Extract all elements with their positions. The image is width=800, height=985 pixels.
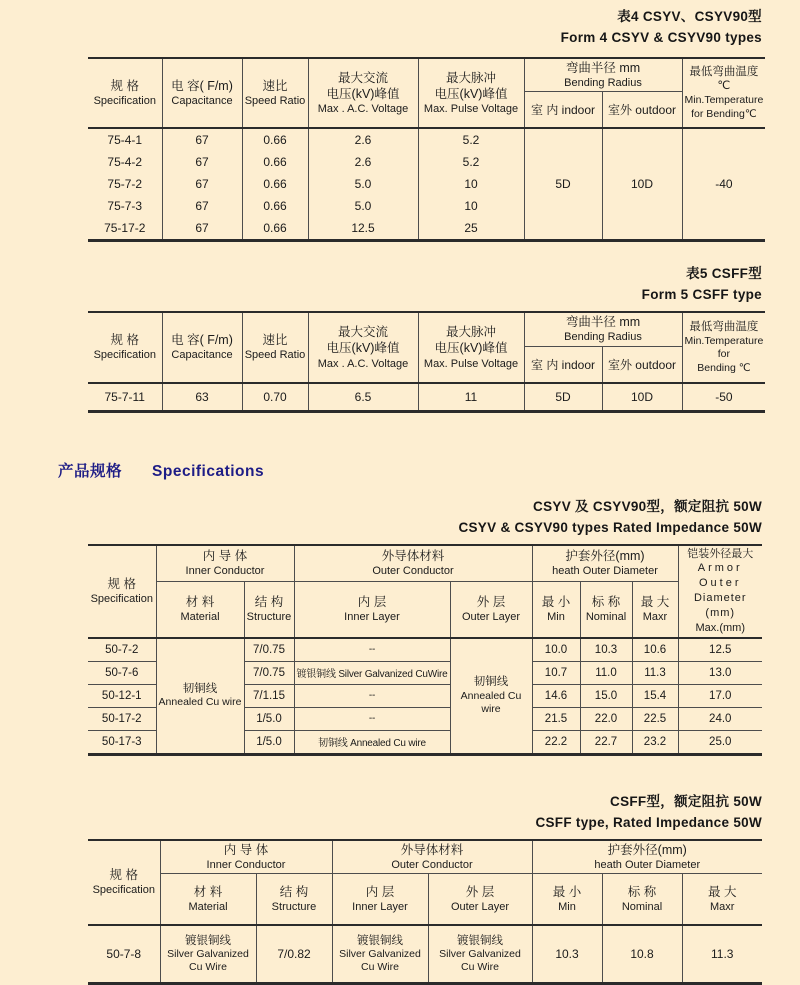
header-cell-bending-radius [524,58,682,92]
header-cell-min-temperature [682,58,765,129]
data-line: Annealed Cu wire [158,696,242,709]
data-cell: 22.2 [532,730,580,754]
data-cell: 75-4-2 [88,151,162,173]
data-cell: 10.8 [602,925,682,984]
header-line: 最大交流 [337,70,388,85]
data-cell: 5.0 [308,195,418,217]
data-cell: 7/0.75 [244,661,294,684]
csyv-spec-body [88,638,762,755]
data-cell: 10.7 [532,661,580,684]
data-cell: 25 [418,217,524,241]
data-cell: 67 [162,195,242,217]
data-cell: 24.0 [678,707,762,730]
header-cell-inner-conductor [156,545,294,582]
csff-spec-title [0,792,800,834]
header-line: 最 小 [541,595,571,610]
form5-body [88,383,765,412]
header-line: 电 容( F/m) [171,333,233,348]
header-line: 结 构 [254,595,284,610]
header-line: 最低弯曲温度 ℃ [689,65,759,93]
header-cell-inner-layer [332,874,428,926]
header-cell-max-pulse-voltage [418,58,524,129]
data-cell: 50-7-8 [88,925,160,984]
header-line: Max.(mm) [695,621,745,634]
data-cell: 7/0.75 [244,638,294,662]
header-cell-specification [88,58,162,129]
data-cell: 12.5 [308,217,418,241]
header-line: Nominal [621,901,663,914]
data-cell: 0.66 [242,151,308,173]
header-line: 外 层 [476,595,506,610]
data-cell: 75-7-3 [88,195,162,217]
header-line: Outer Layer [450,901,510,914]
form4-title-en: Form 4 CSYV & CSYV90 types [560,29,762,45]
header-cell-sheath-diameter [532,840,762,874]
header-cell-structure [244,582,294,638]
form5-title [0,264,800,306]
header-line: 外 层 [465,884,495,899]
header-line: 电压(kV)峰值 [326,86,400,101]
data-line: 韧铜线 [182,682,218,695]
data-cell-material-merged [156,638,244,755]
csff-spec-title-cn: CSFF型，额定阻抗 50W [610,793,762,809]
header-line: 规 格 [109,868,138,883]
data-cell: 50-7-6 [88,661,156,684]
data-cell: 75-7-11 [88,383,162,412]
header-cell-min-temperature [682,312,765,383]
header-line: Maxr [710,901,735,914]
header-line: Max . A.C. Voltage [317,103,409,116]
data-line: 韧铜线 [473,676,509,689]
header-line: 最大脉冲 [445,70,496,85]
data-line: Silver Galvanized [167,948,249,961]
header-cell-nominal [580,582,632,638]
header-line: 外导体材料 [400,842,464,857]
header-cell-specification [88,545,156,638]
data-line: 镀银铜线 [357,934,403,947]
header-line: 标 称 [627,884,657,899]
header-line: Specification [90,593,153,606]
data-cell: 5.0 [308,173,418,195]
data-cell: 10 [418,195,524,217]
header-cell-outer-conductor [294,545,532,582]
data-cell: 1/5.0 [244,730,294,754]
header-line: 材 料 [193,884,223,899]
csff-spec-body [88,925,762,984]
csyv-spec-table [88,544,762,756]
header-line: 内 层 [357,595,387,610]
header-line: Inner Conductor [206,858,286,871]
data-cell: 10D [602,383,682,412]
header-line: heath Outer Diameter [552,565,658,578]
header-cell-indoor: 室 内 indoor [524,92,602,129]
form4-header [88,58,765,129]
header-line: 弯曲半径 mm [565,315,641,330]
data-cell-temp-merged: -40 [682,128,765,241]
header-line: 结 构 [279,884,309,899]
header-line: Bending ℃ [697,361,751,374]
header-cell-capacitance [162,312,242,383]
header-line: Material [180,611,220,624]
header-line: Specification [93,95,156,108]
header-line: 内 层 [365,884,395,899]
data-cell: 50-17-3 [88,730,156,754]
csyv-spec-title-en: CSYV & CSYV90 types Rated Impedance 50W [458,519,762,535]
header-cell-specification [88,312,162,383]
data-cell: 12.5 [678,638,762,662]
data-cell-indoor-merged: 5D [524,128,602,241]
header-line: Speed Ratio [244,95,306,108]
data-cell: 50-7-2 [88,638,156,662]
data-cell: 67 [162,217,242,241]
header-line: 速比 [262,78,288,93]
header-line: 最大交流 [337,325,388,340]
form5-table [88,311,765,413]
header-cell-capacitance [162,58,242,129]
form4-table [88,57,765,243]
section-heading-cn: 产品规格 [58,462,123,480]
csyv-spec-title [0,497,800,539]
header-line: Structure [246,611,292,624]
data-cell: 10.6 [632,638,678,662]
header-line: Structure [271,901,317,914]
data-cell: 5D [524,383,602,412]
header-cell-outdoor: 室外 outdoor [602,346,682,383]
header-line: 内 导 体 [202,549,248,564]
data-cell: 11 [418,383,524,412]
csyv-spec-header [88,545,762,638]
form4-title-cn: 表4 CSYV、CSYV90型 [617,9,762,24]
data-cell: -50 [682,383,765,412]
data-cell: 75-7-2 [88,173,162,195]
data-cell: 7/1.15 [244,684,294,707]
data-cell: 22.5 [632,707,678,730]
data-cell: 67 [162,151,242,173]
data-line: Cu Wire [189,961,227,974]
header-line: 护套外径(mm) [607,842,687,857]
data-cell-outer-layer-merged [450,638,532,755]
data-cell: 7/0.82 [256,925,332,984]
header-line: Outer Layer [461,611,521,624]
data-cell: 11.3 [682,925,762,984]
header-line: Capacitance [171,95,233,108]
header-line: Outer Conductor [391,858,473,871]
header-cell-min [532,874,602,926]
table-row [88,383,765,412]
data-cell: 63 [162,383,242,412]
form5-title-cn: 表5 CSFF型 [686,266,762,282]
data-cell: 50-12-1 [88,684,156,707]
header-cell-outdoor: 室外 outdoor [602,92,682,129]
data-cell-outdoor-merged: 10D [602,128,682,241]
header-cell-nominal [602,874,682,926]
table-row [88,925,762,984]
data-line: 镀银铜线 [457,934,503,947]
header-line: 最 大 [640,595,670,610]
data-cell: 11.0 [580,661,632,684]
data-cell-inner-layer [332,925,428,984]
header-line: Bending Radius [564,331,642,344]
header-line: 铠装外径最大 [687,547,754,560]
data-cell: -- [294,638,450,662]
header-line: Maxr [642,611,668,624]
data-cell: 22.7 [580,730,632,754]
data-cell: 15.4 [632,684,678,707]
data-cell: 50-17-2 [88,707,156,730]
data-cell: 0.66 [242,173,308,195]
data-cell: 10.3 [580,638,632,662]
data-cell-outer-layer [428,925,532,984]
data-cell: 10.3 [532,925,602,984]
data-cell: 15.0 [580,684,632,707]
header-cell-max [632,582,678,638]
data-cell: 韧铜线 Annealed Cu wire [294,730,450,754]
table-row [88,128,765,151]
header-line: 内 导 体 [223,842,269,857]
header-cell-max [682,874,762,926]
header-cell-material [160,874,256,926]
data-cell: 75-4-1 [88,128,162,151]
header-line: Min [547,611,565,624]
header-line: 电压(kV)峰值 [434,341,508,356]
header-line: Speed Ratio [244,349,306,362]
header-line: Min.Temperature for [684,334,764,361]
data-cell: 0.66 [242,195,308,217]
header-line: 最大脉冲 [445,325,496,340]
header-line: Nominal [585,611,627,624]
header-line: Max . A.C. Voltage [317,357,409,370]
header-cell-speed-ratio [242,312,308,383]
data-line: Silver Galvanized [439,948,521,961]
data-cell-material [160,925,256,984]
data-cell: 2.6 [308,151,418,173]
data-line: Silver Galvanized [339,948,421,961]
header-line: Diameter (mm) [693,592,747,619]
data-cell: 1/5.0 [244,707,294,730]
csff-spec-header [88,840,762,926]
header-line: 电压(kV)峰值 [326,341,400,356]
header-line: heath Outer Diameter [594,858,701,871]
data-cell: 25.0 [678,730,762,754]
data-cell: -- [294,707,450,730]
header-line: Inner Conductor [185,565,265,578]
data-cell: 0.66 [242,128,308,151]
header-line: 规 格 [110,78,139,93]
header-line: 最 大 [708,884,737,899]
data-line: Cu Wire [361,961,399,974]
data-cell: 14.6 [532,684,580,707]
header-line: 外导体材料 [381,549,445,564]
data-line: Cu Wire [461,961,499,974]
header-cell-inner-layer [294,582,450,638]
header-line: Inner Layer [352,901,408,914]
table-row [88,638,762,662]
data-cell: 10 [418,173,524,195]
header-line: Max. Pulse Voltage [423,103,519,116]
header-cell-material [156,582,244,638]
header-line: Armor Outer [697,562,743,590]
header-cell-max-ac-voltage [308,312,418,383]
data-cell: 5.2 [418,151,524,173]
data-cell: 2.6 [308,128,418,151]
data-cell: 13.0 [678,661,762,684]
header-line: Inner Layer [344,611,400,624]
header-line: Material [188,901,228,914]
header-line: 电 容( F/m) [171,78,233,93]
section-heading-en: Specifications [152,462,265,480]
data-cell: 0.70 [242,383,308,412]
header-cell-indoor: 室 内 indoor [524,346,602,383]
header-cell-inner-conductor [160,840,332,874]
header-line: Outer Conductor [372,565,454,578]
form4-title [0,0,800,49]
header-line: Specification [92,884,155,897]
header-line: 标 称 [591,595,621,610]
data-cell: 11.3 [632,661,678,684]
data-cell: 67 [162,128,242,151]
data-cell: 10.0 [532,638,580,662]
header-cell-armor-diameter [678,545,762,638]
header-line: 电压(kV)峰值 [434,86,508,101]
data-cell: 22.0 [580,707,632,730]
header-line: 速比 [262,333,288,348]
data-line: Annealed Cu wire [460,689,522,715]
form5-header [88,312,765,383]
header-line: 最 小 [552,884,582,899]
section-heading [58,459,800,481]
header-line: 护套外径(mm) [565,549,645,564]
header-cell-speed-ratio [242,58,308,129]
header-line: Max. Pulse Voltage [423,357,519,370]
csyv-spec-title-cn: CSYV 及 CSYV90型，额定阻抗 50W [533,498,762,514]
csff-spec-table [88,839,762,985]
data-cell: 0.66 [242,217,308,241]
data-cell: 75-17-2 [88,217,162,241]
header-line: for Bending℃ [691,108,757,121]
header-cell-bending-radius [524,312,682,346]
data-cell: -- [294,684,450,707]
data-cell: 67 [162,173,242,195]
data-cell: 5.2 [418,128,524,151]
header-cell-sheath-diameter [532,545,678,582]
header-line: Capacitance [171,349,233,362]
data-cell: 17.0 [678,684,762,707]
header-line: 弯曲半径 mm [565,60,641,75]
csff-spec-title-en: CSFF type, Rated Impedance 50W [535,814,762,830]
form4-body [88,128,765,241]
header-cell-outer-layer [450,582,532,638]
header-cell-min [532,582,580,638]
header-line: Min [558,901,576,914]
header-line: Specification [93,349,156,362]
header-cell-structure [256,874,332,926]
data-cell: 镀银铜线 Silver Galvanized CuWire [294,661,450,684]
header-cell-max-pulse-voltage [418,312,524,383]
data-cell: 6.5 [308,383,418,412]
data-cell: 21.5 [532,707,580,730]
header-line: Bending Radius [564,77,642,90]
header-cell-specification [88,840,160,926]
header-line: Min.Temperature [684,94,764,107]
header-cell-outer-conductor [332,840,532,874]
header-line: 最低弯曲温度 [689,320,759,333]
data-cell: 23.2 [632,730,678,754]
data-line: 镀银铜线 [185,934,231,947]
header-cell-outer-layer [428,874,532,926]
form5-title-en: Form 5 CSFF type [641,287,762,303]
header-line: 规 格 [110,333,139,348]
header-line: 规 格 [107,576,136,591]
header-cell-max-ac-voltage [308,58,418,129]
header-line: 材 料 [185,595,215,610]
